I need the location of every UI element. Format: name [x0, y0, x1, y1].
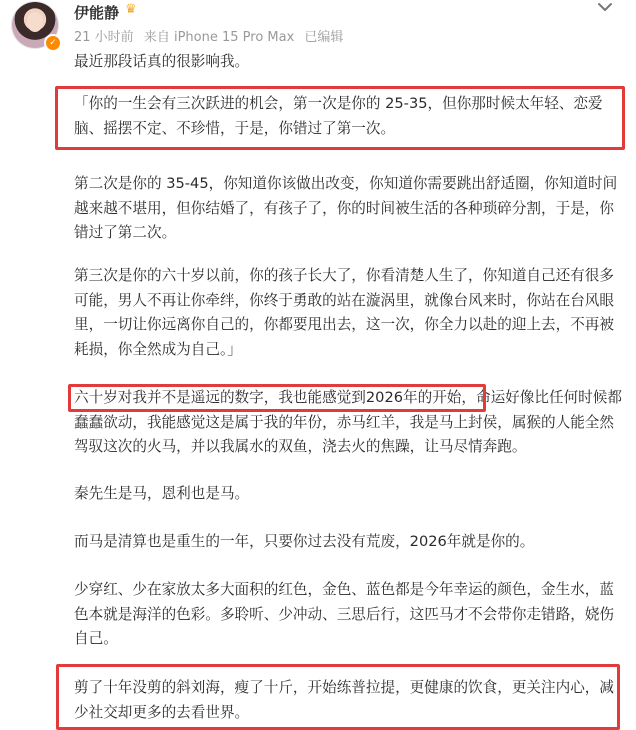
post-paragraph-8: 少穿红、少在家放太多大面积的红色，金色、蓝色都是今年幸运的颜色，金生水，蓝色本就是海洋的色彩。多聆听、少冲动、三思后行，这匹马才不会带你走错路，娆伤自己。: [74, 581, 614, 647]
post-paragraph-6: 秦先生是马，恩利也是马。: [74, 485, 250, 502]
chevron-down-icon[interactable]: [596, 0, 614, 16]
highlight-box-2026: [68, 384, 486, 412]
post-time: 21 小时前: [74, 30, 134, 45]
post-paragraph-1: 最近那段话真的很影响我。: [74, 53, 250, 70]
post-paragraph-7: 而马是清算也是重生的一年，只要你过去没有荒废，2026年就是你的。: [74, 533, 535, 550]
post-paragraph-2: 「你的一生会有三次跃进的机会，第一次是你的 25-35，但你那时候太年轻、恋爱脑、摇摆不定、不珍惜，于是，你错过了第一次。: [74, 95, 603, 137]
verified-badge-icon: ✓: [44, 34, 62, 52]
crown-badge-icon[interactable]: ♛: [125, 2, 137, 17]
post-paragraph-5: 六十岁对我并不是遥远的数字，我也能感觉到2026年的开始，命运好像比任何时候都蠢蠢欲动，我能感觉这是属于我的年份，赤马红羊，我是马上封侯，属猴的人能全然驾驭这次的火马，并以我属水的双鱼，浇去火的焦躁，让马尽情奔跑。: [74, 389, 622, 455]
username[interactable]: 伊能静: [74, 4, 120, 22]
post-paragraph-9: 剪了十年没剪的斜刘海，瘦了十斤，开始练普拉提，更健康的饮食，更关注内心，减少社交却更多的去看世界。: [74, 679, 614, 721]
post-meta: [74, 26, 349, 45]
highlight-box-changes: [56, 664, 620, 730]
post-paragraph-4: 第三次是你的六十岁以前，你的孩子长大了，你看清楚人生了，你知道自己还有很多可能，男人不再让你牵绊，你终于勇敢的站在漩涡里，就像台风来时，你站在台风眼里，一切让你远离你自己的，你都要甩出去，这一次，你全力以赴的迎上去，不再被耗损，你全然成为自己。」: [74, 267, 614, 358]
post-header: [0, 0, 636, 52]
post-paragraph-3: 第二次是你的 35-45，你知道你该做出改变，你知道你需要跳出舒适圈，你知道时间越来越不堪用，但你结婚了，有孩子了，你的时间被生活的各种琐碎分割，于是，你错过了第二次。: [74, 175, 618, 241]
highlight-box-quote: [55, 86, 625, 150]
edited-label[interactable]: 已编辑: [304, 30, 344, 45]
avatar-face: [27, 12, 43, 32]
post-source: 来自 iPhone 15 Pro Max: [143, 30, 295, 45]
